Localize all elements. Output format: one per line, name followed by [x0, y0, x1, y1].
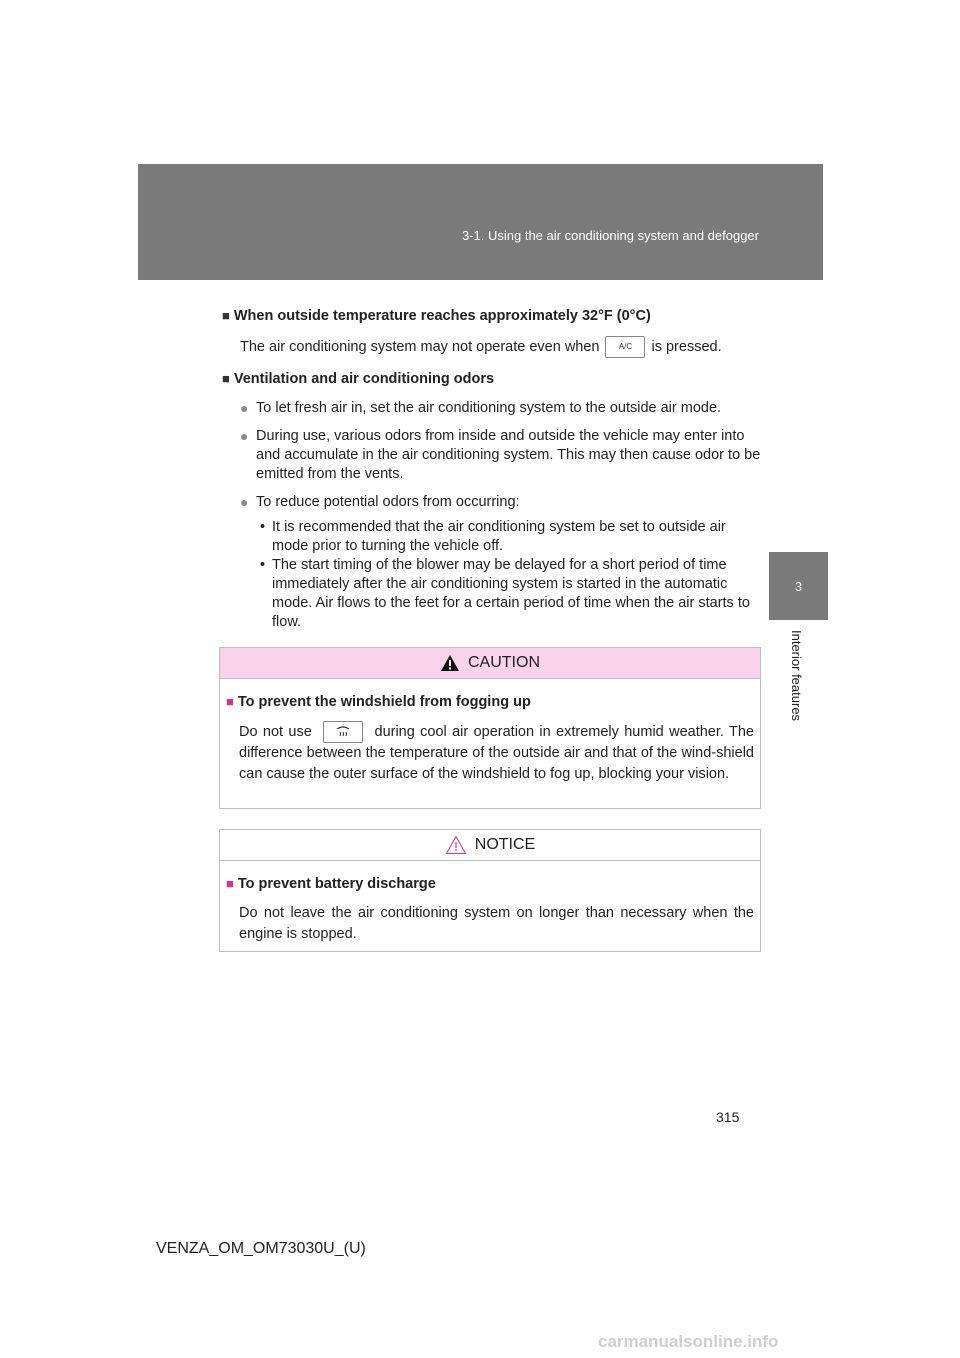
bullet-icon: • [260, 519, 266, 535]
chapter-tab [769, 552, 828, 620]
square-bullet-icon: ■ [226, 876, 234, 891]
sub-list-item: • It is recommended that the air conditioning system be set to outside air mode prior to turning the vehicle off. [260, 519, 726, 554]
caution-header [220, 648, 760, 679]
section-heading: ■ Ventilation and air conditioning odors [222, 371, 495, 387]
header-band [138, 164, 823, 280]
circle-bullet-icon: ● [240, 400, 249, 416]
notice-body [220, 861, 760, 963]
section-heading: ■ When outside temperature reaches approximately 32°F (0°C) [222, 308, 651, 324]
list-item: ● To let fresh air in, set the air conditioning system to the outside air mode. [240, 400, 722, 416]
watermark: carmanualsonline.info [598, 1332, 779, 1351]
defroster-button-icon [323, 721, 363, 743]
notice-text: Do not leave the air conditioning system on longer than necessary when the engine is stopped. [239, 905, 754, 942]
caution-text: Do not use during cool air operation in extremely humid weather. The difference between the temperature of the outside air and that of the wind-shield can cause the outer surface of the windshield to fog up, blocking your vision. [239, 721, 754, 785]
warning-outline-icon [445, 835, 467, 855]
notice-heading: ■ To prevent battery discharge [226, 876, 436, 892]
defroster-icon [336, 726, 350, 738]
section-title: 3-1. Using the air conditioning system and defogger [461, 228, 759, 243]
ac-button-icon: A/C [605, 336, 645, 358]
caution-box [219, 647, 761, 809]
square-bullet-icon: ■ [222, 308, 230, 323]
notice-box [219, 829, 761, 952]
square-bullet-icon: ■ [222, 371, 230, 386]
circle-bullet-icon: ● [240, 494, 249, 510]
list-item: ● During use, various odors from inside and outside the vehicle may enter into and accumulate in the air conditioning system. This may then cause odor to be emitted from the vents. [240, 428, 761, 482]
caution-title: CAUTION [468, 654, 540, 671]
caution-heading: ■ To prevent the windshield from fogging up [226, 694, 531, 710]
paragraph: The air conditioning system may not operate even when A/C is pressed. [240, 336, 762, 358]
chapter-label: Interior features [789, 630, 804, 722]
bullet-icon: • [260, 557, 266, 573]
list-item: ● To reduce potential odors from occurring: [240, 494, 520, 510]
square-bullet-icon: ■ [226, 694, 234, 709]
chapter-number: 3 [794, 578, 803, 594]
document-code: VENZA_OM_OM73030U_(U) [156, 1240, 366, 1257]
sub-list-item: • The start timing of the blower may be delayed for a short period of time immediately after the air conditioning system is started in the automatic mode. Air flows to the feet for a certain period of time when the air starts to flow. [260, 557, 750, 630]
notice-title: NOTICE [474, 836, 536, 853]
warning-icon [440, 654, 460, 672]
notice-header [220, 830, 760, 861]
main-content [222, 306, 762, 632]
caution-body [220, 679, 760, 803]
circle-bullet-icon: ● [240, 428, 249, 444]
page-number: 315 [716, 1109, 740, 1125]
